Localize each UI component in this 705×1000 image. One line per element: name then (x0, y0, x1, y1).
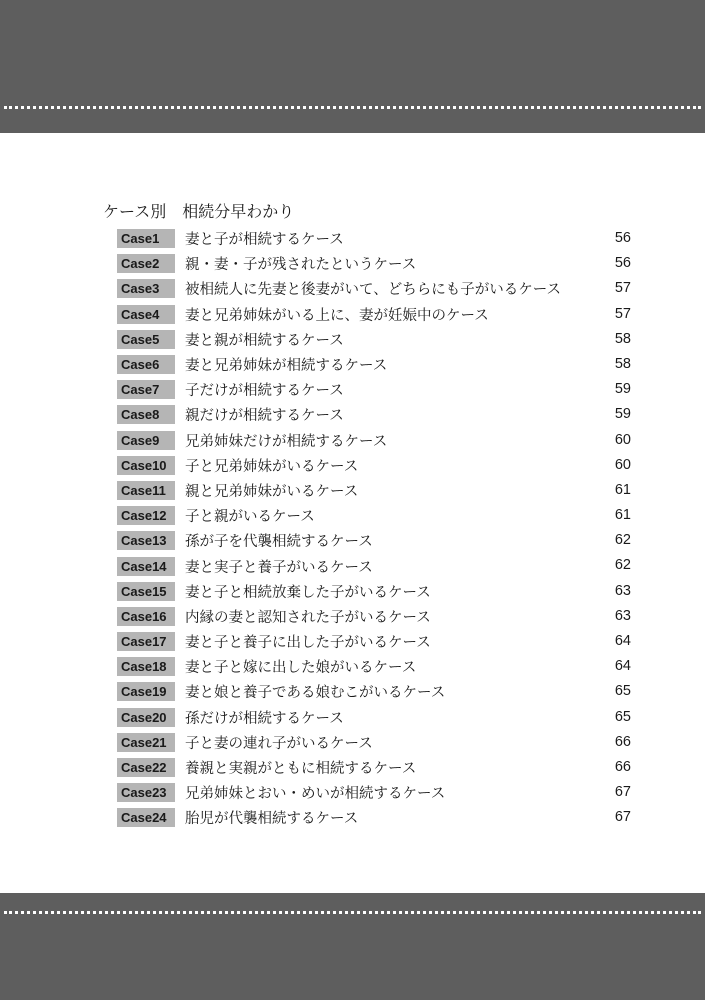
toc-entry-title: 妻と親が相続するケース (185, 332, 344, 349)
toc-page-number: 57 (614, 305, 631, 322)
toc-entry-title: 孫だけが相続するケース (185, 710, 344, 727)
case-badge: Case18 (117, 657, 175, 676)
toc-page-number: 63 (614, 607, 631, 624)
toc-entry-title: 親と兄弟姉妹がいるケース (185, 483, 359, 500)
toc-entry-title: 胎児が代襲相続するケース (185, 811, 359, 828)
toc-entry[interactable] (117, 730, 631, 755)
case-badge: Case6 (117, 355, 175, 374)
toc-entry-title: 子だけが相続するケース (185, 383, 344, 400)
case-badge: Case21 (117, 733, 175, 752)
toc-entry[interactable] (117, 755, 631, 780)
toc-page-number: 59 (614, 381, 631, 398)
toc-entry[interactable] (117, 805, 631, 830)
toc-entry-title: 妻と子と嫁に出した娘がいるケース (185, 660, 417, 677)
toc-page-number: 67 (614, 809, 631, 826)
toc-page-number: 67 (614, 784, 631, 801)
case-badge: Case17 (117, 632, 175, 651)
header-dotted-line (4, 106, 701, 109)
table-of-contents (117, 226, 631, 831)
toc-page-number: 63 (614, 582, 631, 599)
toc-entry[interactable] (117, 226, 631, 251)
toc-page-number: 64 (614, 658, 631, 675)
case-badge: Case19 (117, 682, 175, 701)
toc-entry[interactable] (117, 352, 631, 377)
toc-entry[interactable] (117, 402, 631, 427)
toc-page-number: 62 (614, 557, 631, 574)
case-badge: Case24 (117, 808, 175, 827)
toc-page-number: 60 (614, 431, 631, 448)
toc-page-number: 65 (614, 683, 631, 700)
case-badge: Case23 (117, 783, 175, 802)
toc-entry[interactable] (117, 453, 631, 478)
toc-entry-title: 子と親がいるケース (185, 509, 315, 526)
toc-entry[interactable] (117, 327, 631, 352)
toc-page-number: 56 (614, 230, 631, 246)
toc-page-number: 64 (614, 633, 631, 649)
case-badge: Case8 (117, 405, 175, 424)
toc-page-number: 66 (614, 758, 631, 775)
toc-entry[interactable] (117, 478, 631, 503)
toc-entry[interactable] (117, 604, 631, 629)
case-badge: Case12 (117, 506, 175, 525)
case-badge: Case14 (117, 557, 175, 576)
header-band (0, 0, 705, 133)
toc-entry[interactable] (117, 553, 631, 578)
toc-entry-title: 妻と娘と養子である娘むこがいるケース (185, 685, 446, 702)
toc-entry[interactable] (117, 276, 631, 301)
toc-entry-title: 兄弟姉妹だけが相続するケース (185, 433, 388, 450)
toc-page-number: 58 (614, 355, 631, 372)
case-badge: Case16 (117, 607, 175, 626)
toc-entry-title: 妻と兄弟姉妹が相続するケース (185, 358, 388, 375)
toc-entry-title: 子と兄弟姉妹がいるケース (185, 458, 359, 475)
case-badge: Case7 (117, 380, 175, 399)
toc-page-number: 60 (614, 456, 631, 473)
toc-entry[interactable] (117, 780, 631, 805)
toc-entry-title: 親だけが相続するケース (185, 408, 344, 425)
toc-page-number: 62 (614, 532, 631, 549)
case-badge: Case2 (117, 254, 175, 273)
case-badge: Case1 (117, 229, 175, 248)
case-badge: Case13 (117, 531, 175, 550)
toc-entry[interactable] (117, 377, 631, 402)
toc-entry-title: 親・妻・子が残されたというケース (185, 257, 417, 274)
toc-entry[interactable] (117, 503, 631, 528)
case-badge: Case4 (117, 305, 175, 324)
case-badge: Case15 (117, 582, 175, 601)
toc-entry[interactable] (117, 705, 631, 730)
toc-page-number: 56 (614, 255, 631, 272)
toc-entry[interactable] (117, 579, 631, 604)
case-badge: Case11 (117, 481, 175, 500)
case-badge: Case22 (117, 758, 175, 777)
toc-entry[interactable] (117, 629, 631, 654)
footer-band (0, 893, 705, 1000)
toc-entry[interactable] (117, 654, 631, 679)
case-badge: Case3 (117, 279, 175, 298)
toc-entry-title: 妻と実子と養子がいるケース (185, 559, 373, 576)
toc-page-number: 58 (614, 330, 631, 347)
toc-page-number: 65 (614, 708, 631, 725)
toc-page-number: 61 (614, 507, 631, 524)
footer-dotted-line (4, 911, 701, 914)
toc-entry-title: 養親と実親がともに相続するケース (185, 761, 417, 778)
toc-page-number: 61 (614, 481, 631, 498)
toc-entry-title: 妻と子と相続放棄した子がいるケース (185, 584, 431, 601)
toc-entry[interactable] (117, 528, 631, 553)
toc-entry-title: 妻と子と養子に出した子がいるケース (185, 635, 431, 652)
toc-entry[interactable] (117, 679, 631, 704)
toc-entry-title: 内縁の妻と認知された子がいるケース (185, 609, 431, 626)
section-title: ケース別 相続分早わかり (103, 202, 295, 221)
toc-entry[interactable] (117, 251, 631, 276)
toc-page-number: 59 (614, 406, 631, 423)
case-badge: Case9 (117, 431, 175, 450)
toc-entry[interactable] (117, 302, 631, 327)
toc-page-number: 66 (614, 733, 631, 750)
toc-entry[interactable] (117, 428, 631, 453)
case-badge: Case5 (117, 330, 175, 349)
case-badge: Case10 (117, 456, 175, 475)
toc-entry-title: 妻と兄弟姉妹がいる上に、妻が妊娠中のケース (185, 307, 489, 324)
toc-entry-title: 妻と子が相続するケース (185, 232, 344, 249)
toc-entry-title: 兄弟姉妹とおい・めいが相続するケース (185, 786, 446, 803)
toc-entry-title: 子と妻の連れ子がいるケース (185, 735, 373, 752)
toc-entry-title: 孫が子を代襲相続するケース (185, 534, 373, 551)
toc-entry-title: 被相続人に先妻と後妻がいて、どちらにも子がいるケース (185, 282, 561, 299)
case-badge: Case20 (117, 708, 175, 727)
toc-page-number: 57 (614, 280, 631, 297)
